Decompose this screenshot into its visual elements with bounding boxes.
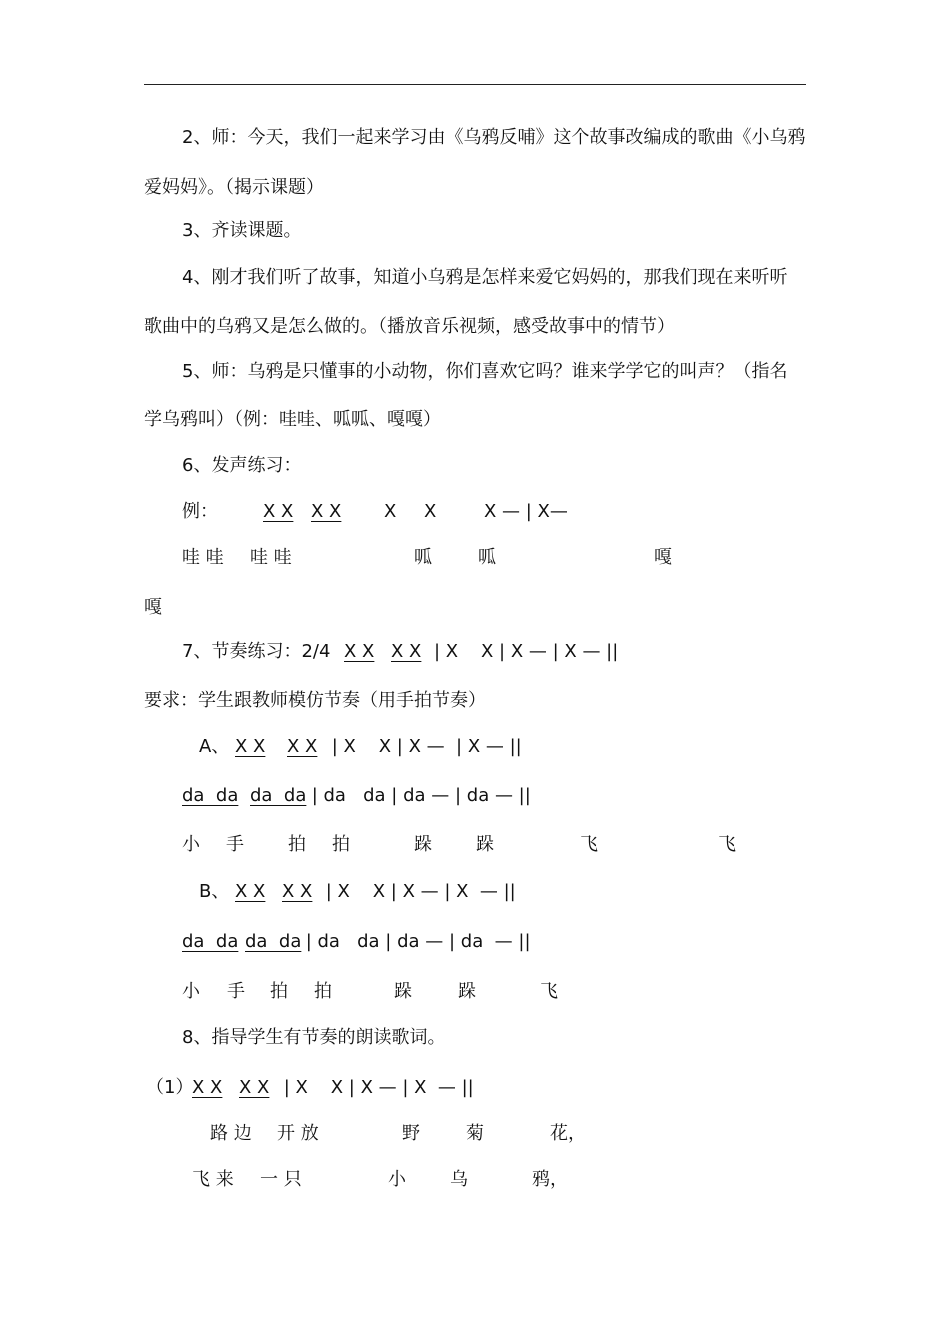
example-word-4: 呱 (478, 547, 496, 568)
section-b-word-4: 拍 (314, 981, 332, 1002)
paragraph-2-line-1: 2、师：今天，我们一起来学习由《乌鸦反哺》这个故事改编成的歌曲《小乌鸦 (182, 127, 806, 148)
section-a-da-rest: | da da | da — | da — || (306, 785, 531, 806)
section-a-note-group-1: X X (235, 736, 266, 757)
lyric-line-2-word-5: 鸦， (532, 1169, 568, 1190)
section-b-notes-rest: | X X | X — | X — || (320, 881, 516, 902)
paragraph-4-line-1: 4、刚才我们听了故事，知道小乌鸦是怎样来爱它妈妈的，那我们现在来听听 (182, 267, 788, 288)
song-1-note-group-1: X X (192, 1077, 223, 1098)
section-b-da-group-2: da da (245, 931, 302, 952)
section-a-word-6: 跺 (476, 834, 494, 855)
lyric-line-1-word-1: 路 边 (210, 1123, 252, 1144)
paragraph-4-line-2: 歌曲中的乌鸦又是怎么做的。（播放音乐视频，感受故事中的情节） (144, 316, 675, 337)
lyric-line-2-word-3: 小 (388, 1169, 406, 1190)
paragraph-6: 6、发声练习： (182, 455, 302, 476)
section-a-da-group-2: da da (250, 785, 307, 806)
paragraph-7-prefix: 7、节奏练习：2/4 (182, 641, 337, 662)
section-a-word-3: 拍 (288, 834, 306, 855)
section-b-word-6: 跺 (458, 981, 476, 1002)
rhythm-note-group-1: X X (344, 641, 375, 662)
song-1-notes-rest: | X X | X — | X — || (278, 1077, 474, 1098)
example-label: 例： (182, 501, 218, 522)
section-a-word-4: 拍 (332, 834, 350, 855)
lyric-line-2-word-4: 乌 (450, 1169, 468, 1190)
section-a-notes-rest: | X X | X — | X — || (326, 736, 522, 757)
section-b-da-group-1: da da (182, 931, 239, 952)
section-a-label: A、 (199, 736, 230, 757)
example-note-group-1: X X (263, 501, 294, 522)
section-b-label: B、 (199, 881, 230, 902)
section-b-word-2: 手 (227, 981, 245, 1002)
lyric-line-2-word-1: 飞 来 (192, 1169, 234, 1190)
lyric-line-1-word-5: 花， (550, 1123, 586, 1144)
section-b-word-7: 飞 (540, 981, 558, 1002)
header-rule (144, 84, 806, 85)
paragraph-2-line-2: 爱妈妈》。（揭示课题） (144, 177, 324, 198)
example-word-5: 嘎 (654, 547, 672, 568)
section-a-word-2: 手 (226, 834, 244, 855)
paragraph-5-line-1: 5、师：乌鸦是只懂事的小动物，你们喜欢它吗？谁来学学它的叫声？（指名 (182, 361, 788, 382)
section-b-note-group-2: X X (282, 881, 313, 902)
section-a-word-5: 跺 (414, 834, 432, 855)
section-b-word-1: 小 (182, 981, 200, 1002)
section-b-note-group-1: X X (235, 881, 266, 902)
requirement: 要求：学生跟教师模仿节奏（用手拍节奏） (144, 690, 486, 711)
paragraph-5-line-2: 学乌鸦叫）（例：哇哇、呱呱、嘎嘎） (144, 409, 441, 430)
lyric-line-1-word-2: 开 放 (277, 1123, 319, 1144)
lyric-line-2-word-2: 一 只 (260, 1169, 302, 1190)
paragraph-3: 3、齐读课题。 (182, 220, 302, 241)
example-word-1: 哇 哇 (182, 547, 224, 568)
rhythm-notes-rest: | X X | X — | X — || (434, 641, 619, 662)
section-a-word-8: 飞 (718, 834, 736, 855)
example-note-3: X (384, 501, 397, 522)
section-a-word-7: 飞 (580, 834, 598, 855)
section-b-word-5: 跺 (394, 981, 412, 1002)
lyric-line-1-word-4: 菊 (466, 1123, 484, 1144)
song-1-note-group-2: X X (239, 1077, 270, 1098)
example-note-group-2: X X (311, 501, 342, 522)
lyric-line-1-word-3: 野 (402, 1123, 420, 1144)
rhythm-note-group-2: X X (391, 641, 422, 662)
example-word-6: 嘎 (144, 597, 162, 618)
section-b-da-rest: | da da | da — | da — || (300, 931, 531, 952)
section-b-word-3: 拍 (270, 981, 288, 1002)
song-1-label: （1） (146, 1077, 194, 1098)
paragraph-8: 8、指导学生有节奏的朗读歌词。 (182, 1027, 446, 1048)
example-note-5: X — | X— (484, 501, 568, 522)
section-a-word-1: 小 (182, 834, 200, 855)
section-a-note-group-2: X X (287, 736, 318, 757)
example-note-4: X (424, 501, 437, 522)
example-word-2: 哇 哇 (250, 547, 292, 568)
example-word-3: 呱 (414, 547, 432, 568)
section-a-da-group-1: da da (182, 785, 239, 806)
